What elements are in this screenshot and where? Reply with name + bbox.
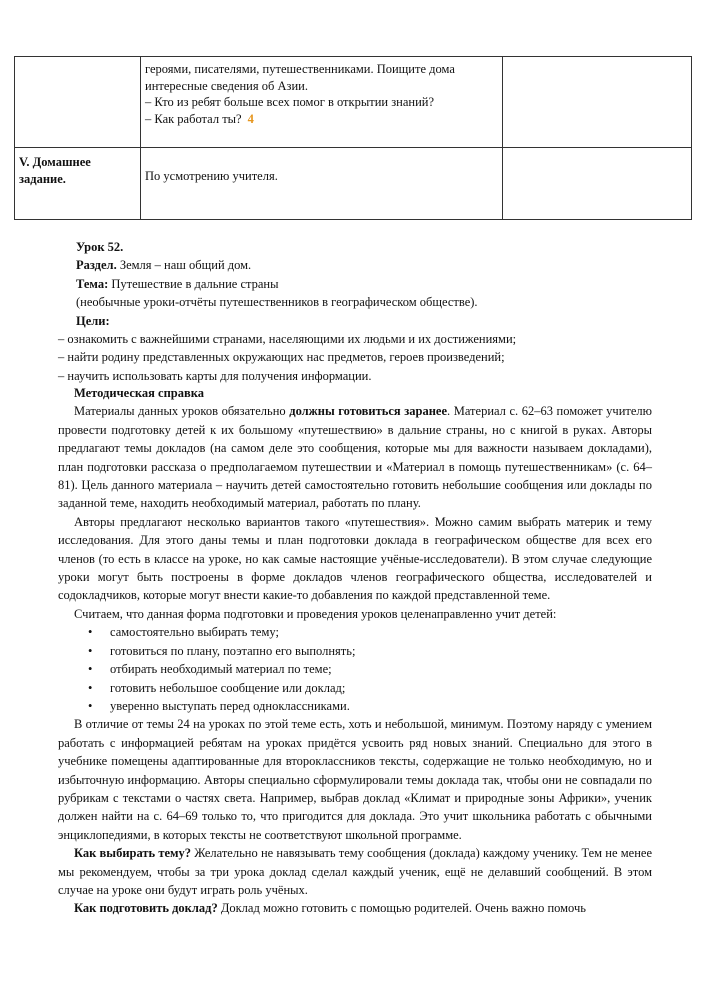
- paragraph-bold: должны готовиться заранее: [289, 404, 448, 419]
- cell-line: интересные сведения об Азии.: [145, 78, 308, 93]
- paragraph: [58, 844, 652, 899]
- topic-value: Путешествие в дальние страны: [108, 276, 279, 291]
- annotation-number: 4: [247, 111, 254, 126]
- goal-item: – ознакомить с важнейшими странами, населяющими их людьми и их достижениями;: [58, 332, 517, 347]
- lesson-plan-table: [14, 56, 692, 220]
- topic-subtitle: (необычные уроки-отчёты путешественников в географическом обществе).: [76, 295, 478, 310]
- paragraph-bold: Как выбирать тему?: [74, 846, 192, 861]
- goals-label: Цели:: [76, 313, 110, 328]
- reference-heading: Методическая справка: [74, 386, 204, 400]
- paragraph: [58, 402, 652, 512]
- cell-line: – Кто из ребят больше всех помог в открытии знаний?: [145, 95, 434, 109]
- topic-label: Тема:: [76, 276, 109, 291]
- list-item: • готовить небольшое сообщение или доклад;: [110, 679, 652, 697]
- lesson-section: [0, 256, 709, 274]
- bullet-list: [58, 623, 652, 715]
- table-row: [15, 148, 692, 220]
- methodical-reference: [58, 384, 652, 918]
- lesson-number: Урок 52.: [76, 240, 124, 254]
- lesson-header: [0, 238, 709, 385]
- paragraph: Считаем, что данная форма подготовки и проведения уроков целенаправленно учит детей:: [74, 606, 557, 621]
- table-row: [15, 57, 692, 148]
- table-cell-text: [141, 57, 503, 148]
- cell-line: героями, писателями, путешественниками. Поищите дома: [145, 62, 455, 76]
- paragraph-text: Доклад можно готовить с помощью родителей. Очень важно помочь: [217, 901, 586, 916]
- paragraph-text: Желательно не навязывать тему сообщения (доклада) каждому ученику. Тем не менее мы рекомендуем, чтобы за три урока доклад сделал каждый ученик, ещё не делавший сообщений. В этом случае на уроке они будут играть роль учёных.: [58, 846, 652, 897]
- homework-text: По усмотрению учителя.: [141, 148, 503, 220]
- paragraph-text: Материалы данных уроков обязательно: [74, 404, 290, 419]
- goal-item: – найти родину представленных окружающих нас предметов, героев произведений;: [58, 350, 505, 365]
- table-cell-empty: [502, 148, 691, 220]
- lesson-topic: [0, 275, 709, 293]
- paragraph-bold: Как подготовить доклад?: [74, 901, 218, 916]
- table-cell-empty: [15, 57, 141, 148]
- list-item: • отбирать необходимый материал по теме;: [110, 660, 652, 678]
- section-value: Земля – наш общий дом.: [116, 258, 252, 273]
- section-label: Раздел.: [76, 258, 117, 273]
- cell-line: [145, 111, 498, 128]
- cell-line-text: – Как работал ты?: [145, 111, 242, 126]
- paragraph-text: . Материал с. 62–63 поможет учителю провести подготовку детей к их большому «путешествию» в дальние страны, но с книгой в руках. Авторы предлагают темы докладов (на самом деле это сообщения, которые мы для важности называем докладами), план подготовки рассказа о предполагаемом путешествии и «Материал в помощь путешественникам» (с. 64–81). Цель данного материала – научить детей самостоятельно готовить небольшие сообщения или доклады по заданной теме, находить необходимый материал, работать по плану.: [58, 404, 652, 511]
- list-item: • уверенно выступать перед одноклассниками.: [110, 697, 652, 715]
- paragraph: Авторы предлагают несколько вариантов такого «путешествия». Можно самим выбрать материк и тему исследования. Для этого даны темы и план подготовки доклада в географическом обществе для всех его членов (то есть в классе на уроке, но как самые настоящие учёные-исследователи). В этом случае следующие уроки могут быть построены в форме докладов членов географического общества, исследователей и содокладчиков, которые могут внести какие-то добавления по каждой представленной теме.: [58, 514, 652, 603]
- list-item: • готовиться по плану, поэтапно его выполнять;: [110, 642, 652, 660]
- paragraph: [58, 899, 652, 917]
- homework-label: V. Домашнее задание.: [15, 148, 141, 220]
- paragraph: В отличие от темы 24 на уроках по этой теме есть, хоть и небольшой, минимум. Поэтому наряду с умением работать с информацией ребятам на уроках придётся усвоить ряд новых знаний. Специально для этого в учебнике помещены адаптированные для второклассников тексты, содержащие не только необходимую, но и избыточную информацию. Авторы специально сформулировали темы доклада так, чтобы они не совпадали по рубрикам с текстами о частях света. Например, выбрав доклад «Климат и природные зоны Африки», ученик должен найти на с. 64–69 только то, что пригодится для доклада. Это учит школьника работать с обычными энциклопедиями, в которых тексты не соответствуют школьной программе.: [58, 717, 652, 842]
- goal-item: – научить использовать карты для получения информации.: [58, 368, 372, 383]
- table-cell-empty: [502, 57, 691, 148]
- list-item: • самостоятельно выбирать тему;: [110, 623, 652, 641]
